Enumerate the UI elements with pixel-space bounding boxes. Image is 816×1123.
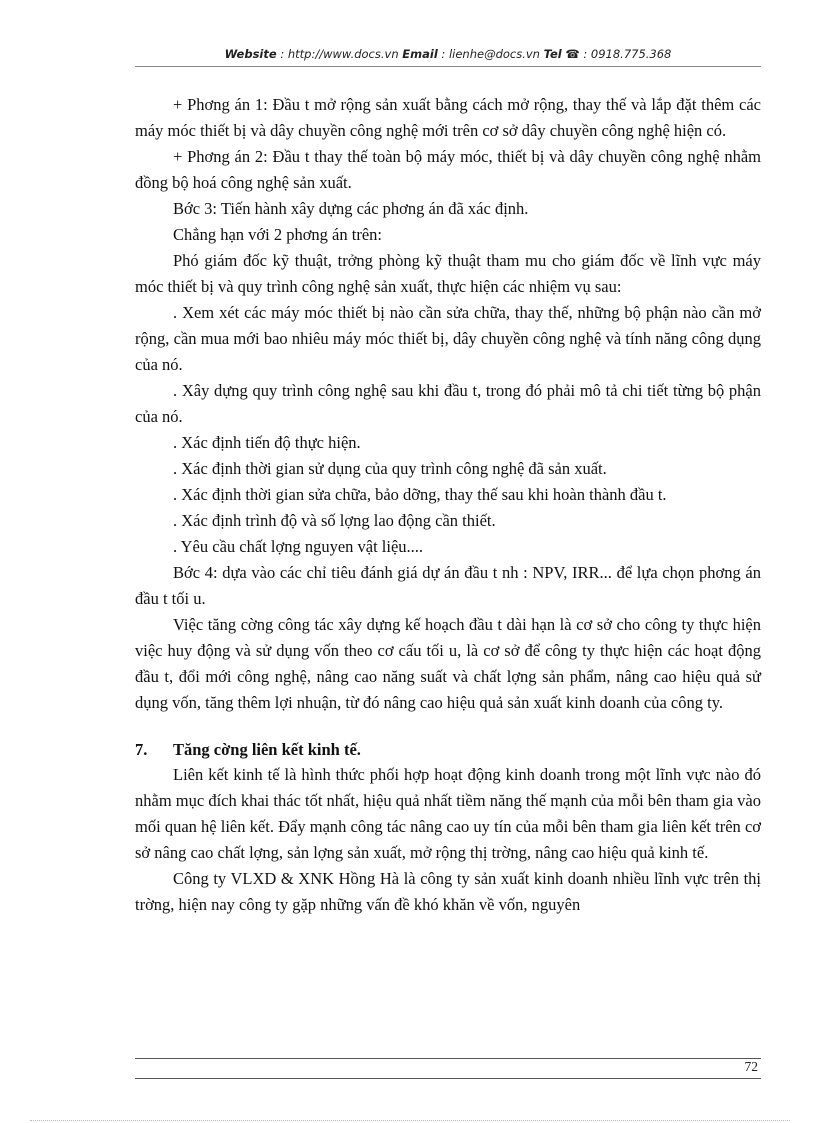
page-edge-dots — [30, 1120, 790, 1121]
paragraph: Liên kết kinh tế là hình thức phối hợp hoạt động kinh doanh trong một lĩnh vực nào đó nhằm mục đích khai thác tốt nhất, hiệu quả nhất tiềm năng thế mạnh của mỗi bên tham gia vào mối quan hệ liên kết. Đẩy mạnh công tác nâng cao uy tín của mỗi bên tham gia liên kết trên cơ sở nâng cao chất lợng, sản lợng sản xuất, mở rộng thị trờng, nâng cao hiệu quả kinh tế. — [135, 765, 761, 862]
paragraph: Bớc 4: dựa vào các chỉ tiêu đánh giá dự án đầu t nh : NPV, IRR... để lựa chọn phơng án đầu t tối u. — [135, 563, 761, 608]
section-number: 7. — [135, 740, 148, 759]
page-number: 72 — [744, 1059, 758, 1074]
paragraph: . Xác định thời gian sử dụng của quy trình công nghệ đã sản xuất. — [173, 459, 607, 478]
paragraph: + Phơng án 1: Đầu t mở rộng sản xuất bằng cách mở rộng, thay thế và lắp đặt thêm các máy móc thiết bị và dây chuyền công nghệ mới trên cơ sở dây chuyền công nghệ hiện có. — [135, 95, 761, 140]
footer-divider — [135, 1058, 761, 1059]
paragraph: Việc tăng cờng công tác xây dựng kế hoạch đầu t dài hạn là cơ sở cho công ty thực hiện việc huy động và sử dụng vốn theo cơ cấu tối u, là cơ sở để công ty thực hiện các hoạt động đầu t, đổi mới công nghệ, nâng cao năng suất và chất lợng sản phẩm, nâng cao hiệu quả sử dụng vốn, tăng thêm lợi nhuận, từ đó nâng cao hiệu quả sản xuất kinh doanh của công ty. — [135, 615, 761, 712]
paragraph: . Xác định trình độ và số lợng lao động cần thiết. — [173, 511, 496, 530]
paragraph: . Xác định thời gian sửa chữa, bảo dỡng, thay thế sau khi hoàn thành đầu t. — [173, 485, 667, 504]
page-body — [135, 92, 761, 918]
paragraph: Bớc 3: Tiến hành xây dựng các phơng án đã xác định. — [173, 199, 529, 218]
page-header — [135, 47, 761, 61]
paragraph: Phó giám đốc kỹ thuật, trởng phòng kỹ thuật tham mu cho giám đốc về lĩnh vực máy móc thiết bị và quy trình công nghệ sản xuất, thực hiện các nhiệm vụ sau: — [135, 251, 761, 296]
footer-divider-bottom — [135, 1078, 761, 1079]
header-divider — [135, 66, 761, 67]
paragraph: Chẳng hạn với 2 phơng án trên: — [173, 225, 382, 244]
paragraph: . Xây dựng quy trình công nghệ sau khi đầu t, trong đó phải mô tả chi tiết từng bộ phận của nó. — [135, 381, 761, 426]
paragraph: + Phơng án 2: Đầu t thay thế toàn bộ máy móc, thiết bị và dây chuyền công nghệ nhằm đồng bộ hoá công nghệ sản xuất. — [135, 147, 761, 192]
email-value: : lienhe@docs.vn — [437, 47, 544, 61]
website-value: : http://www.docs.vn — [276, 47, 403, 61]
section-heading — [135, 738, 761, 762]
tel-label: Tel — [543, 47, 562, 61]
section-title: Tăng cờng liên kết kinh tế. — [173, 740, 361, 759]
paragraph: Công ty VLXD & XNK Hồng Hà là công ty sản xuất kinh doanh nhiều lĩnh vực trên thị trờng, hiện nay công ty gặp những vấn đề khó khăn về vốn, nguyên — [135, 869, 761, 914]
email-label: Email — [402, 47, 438, 61]
paragraph: . Yêu cầu chất lợng nguyen vật liệu.... — [173, 537, 424, 556]
tel-value: ☎ : 0918.775.368 — [561, 47, 672, 61]
paragraph: . Xem xét các máy móc thiết bị nào cần sửa chữa, thay thế, những bộ phận nào cần mở rộng, cần mua mới bao nhiêu máy móc thiết bị, dây chuyền công nghệ và tính năng công dụng của nó. — [135, 303, 761, 374]
website-label: Website — [224, 47, 277, 61]
paragraph: . Xác định tiến độ thực hiện. — [173, 433, 361, 452]
